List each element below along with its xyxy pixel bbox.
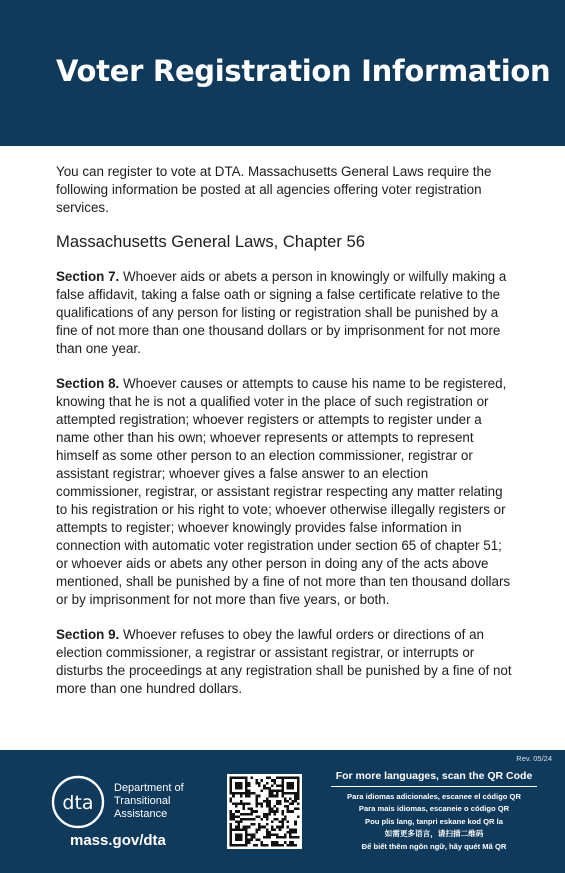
languages-list	[331, 791, 537, 853]
section-8-title: Section 8.	[56, 376, 120, 391]
section-7-title: Section 7.	[56, 269, 120, 284]
department-line: Department of	[114, 782, 184, 794]
page-title: Voter Registration Information	[56, 54, 551, 88]
section-8-paragraph	[56, 375, 512, 609]
department-line: Assistance	[114, 808, 168, 820]
main-content	[56, 163, 512, 715]
section-8-text: Whoever causes or attempts to cause his name to be registered, knowing that he is not a qualified voter in the place of such registration or attempted registration; whoever registers or attempts to register under a name other than his own; whoever represents or attempts to represent himself as some other person to an election commissioner, registrar or assistant registrar; whoever gives a false answer to an election commissioner, registrar, or assistant registrar respecting any matter relating to his registration or his right to vote; whoever otherwise illegally registers or attempts to register; whoever knowingly provides false information in connection with automatic voter registration under section 65 of chapter 51; or whoever aids or abets any other person in doing any of the acts above mentioned, shall be punished by a fine of not more than ten thousand dollars or by imprisonment for not more than five years, or both.	[56, 376, 511, 607]
header-banner	[0, 0, 565, 146]
chapter-heading: Massachusetts General Laws, Chapter 56	[56, 232, 365, 251]
languages-heading: For more languages, scan the QR Code	[331, 770, 537, 787]
language-line: Para idiomas adicionales, escanee el código QR	[347, 792, 521, 801]
language-line: 如需更多语言，请扫描二维码	[384, 829, 484, 839]
section-7-paragraph	[56, 268, 512, 358]
department-line: Transitional	[114, 795, 171, 807]
section-7-text: Whoever aids or abets a person in knowingly or wilfully making a false affidavit, taking a false oath or signing a false certificate relative to the qualifications of any person for listing or registration shall be punished by a fine of not more than one thousand dollars or by imprisonment for not more than one year.	[56, 269, 507, 356]
language-line: Para mais idiomas, escaneie o código QR	[358, 804, 510, 814]
dta-logo	[51, 775, 105, 829]
section-9-text: Whoever refuses to obey the lawful orders or directions of an election commissioner, a registrar or assistant registrar, or interrupts or disturbs the proceedings at any registration shall be punished by a fine of not more than one hundred dollars.	[56, 627, 512, 696]
language-line: Pou plis lang, tanpri eskane kod QR la	[365, 816, 503, 826]
qr-code-icon[interactable]	[227, 774, 302, 849]
website-link[interactable]: mass.gov/dta	[70, 832, 166, 849]
logo-text: dta	[62, 792, 94, 814]
intro-paragraph: You can register to vote at DTA. Massachusetts General Laws require the following information be posted at all agencies offering voter registration services.	[56, 164, 492, 215]
language-line: Để biết thêm ngôn ngữ, hãy quét Mã QR	[361, 841, 507, 851]
section-9-title: Section 9.	[56, 627, 120, 642]
revision-date: Rev. 05/24	[516, 754, 552, 763]
section-9-paragraph	[56, 626, 512, 698]
footer-banner	[0, 750, 565, 873]
department-name	[114, 782, 184, 821]
